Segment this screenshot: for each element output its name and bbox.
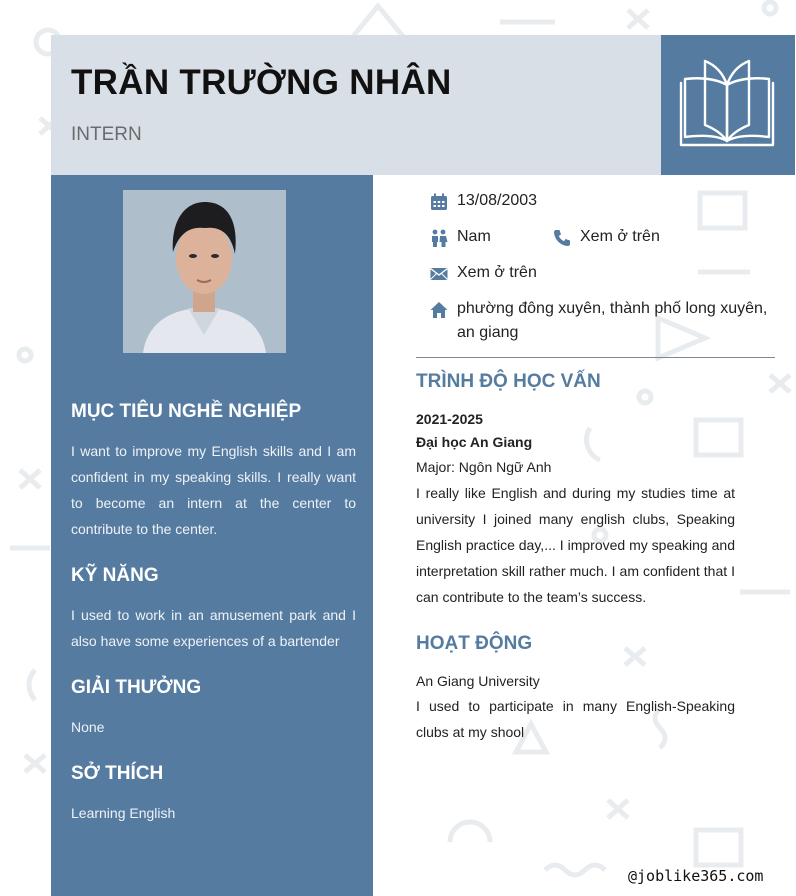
home-icon <box>430 301 448 319</box>
avatar <box>123 190 286 353</box>
education-title: TRÌNH ĐỘ HỌC VẤN <box>416 371 601 392</box>
sidebar <box>51 175 373 896</box>
education-years: 2021-2025 <box>416 411 483 427</box>
career-objective-text: I want to improve my English skills and I am confident in my speaking skills. I really want to become an intern at the center to contribute to the center. <box>71 443 356 537</box>
address-line-1: phường đông xuyên, thành phố long xuyên, <box>457 300 768 317</box>
footer-watermark: @joblike365.com <box>628 867 764 885</box>
activities-description: I used to participate in many English-Speaking clubs at my shool <box>416 698 735 740</box>
email-icon <box>430 265 448 283</box>
education-school: Đại học An Giang <box>416 434 533 450</box>
gender-icon <box>430 229 448 247</box>
awards-title: GIẢI THƯỞNG <box>71 677 202 698</box>
education-major: Major: Ngôn Ngữ Anh <box>416 459 552 475</box>
skills-title: KỸ NĂNG <box>71 565 159 586</box>
activities-organization: An Giang University <box>416 673 540 689</box>
education-description: I really like English and during my studies time at university I joined many english clubs, Speaking English practice day,... I improved my speaking and interpretation skill rather much. I am confident that I can contribute to the team’s success. <box>416 485 735 605</box>
calendar-icon <box>430 193 448 211</box>
hobbies-title: SỞ THÍCH <box>71 763 164 784</box>
activities-title: HOẠT ĐỘNG <box>416 633 533 654</box>
phone-icon <box>553 229 571 247</box>
header-banner <box>51 35 661 175</box>
awards-text: None <box>71 719 105 735</box>
skills-text: I used to work in an amusement park and I also have some experiences of a bartender <box>71 607 356 649</box>
logo-box <box>661 35 795 175</box>
main-content <box>373 175 796 896</box>
open-book-icon <box>679 55 775 155</box>
candidate-name: TRẦN TRƯỜNG NHÂN <box>71 63 452 102</box>
divider <box>416 357 775 358</box>
email-value: Xem ở trên <box>457 264 537 281</box>
hobbies-text: Learning English <box>71 805 176 821</box>
phone-value: Xem ở trên <box>580 228 660 245</box>
address-line-2: an giang <box>457 324 519 341</box>
birthday-value: 13/08/2003 <box>457 192 538 209</box>
candidate-position: INTERN <box>71 124 142 145</box>
gender-value: Nam <box>457 228 491 245</box>
career-objective-title: MỤC TIÊU NGHỀ NGHIỆP <box>71 401 302 422</box>
